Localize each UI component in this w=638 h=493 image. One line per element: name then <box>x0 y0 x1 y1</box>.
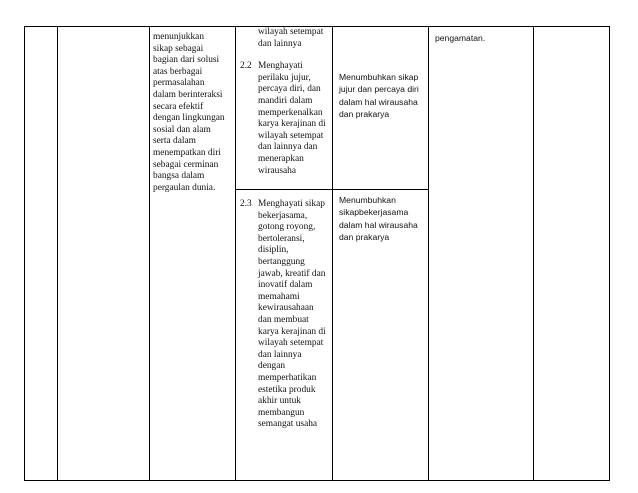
kd-line: Menghayati <box>258 61 303 72</box>
kd-line: wilayah setempat <box>258 130 324 141</box>
core-competency-line: dengan lingkungan <box>153 113 225 124</box>
core-competency-line: pergaulan dunia. <box>153 182 216 193</box>
kd-line: Menghayati sikap <box>258 199 325 209</box>
kd-line: percaya diri, dan <box>258 84 321 95</box>
kd-line: memperkenalkan <box>258 107 323 118</box>
table-cell-number <box>25 27 58 481</box>
basic-competency-cell-2-2 <box>236 27 333 190</box>
kd-2-2-block <box>236 61 332 177</box>
core-competency-line: sosial dan alam <box>153 124 211 135</box>
kd-line: karya kerajinan di <box>258 119 326 130</box>
basic-competency-cell-2-3 <box>236 190 333 481</box>
kd-line: gotong royong, <box>258 222 316 233</box>
indicator-line: sikapbekerjasama <box>339 207 409 218</box>
kd-number: 2.2 <box>240 61 252 72</box>
kd-line: membangun <box>258 407 305 418</box>
core-competency-line: bangsa dalam <box>153 171 205 182</box>
core-competency-line: sebagai cerminan <box>153 159 219 170</box>
kd-continuation-line: wilayah setempat <box>258 27 324 37</box>
kd-line: mandiri dalam <box>258 95 313 106</box>
kd-line: dengan <box>258 361 286 372</box>
core-competency-line: menempatkan diri <box>153 147 221 158</box>
kd-line: dan lainnya <box>258 349 302 360</box>
kd-number: 2.3 <box>240 199 252 209</box>
kd-line: wilayah setempat <box>258 338 324 349</box>
kd-line: estetika produk <box>258 384 316 395</box>
kd-line: bekerjasama, <box>258 210 308 221</box>
kd-line: bertoleransi, <box>258 233 305 244</box>
kd-line: wirausaha <box>258 165 297 176</box>
indicator-line: dan prakarya <box>339 109 390 120</box>
indicator-cell-2-3 <box>333 190 429 481</box>
indicator-line: Menumbuhkan sikap <box>339 72 419 82</box>
indicator-line: jujur dan percaya diri <box>339 84 419 95</box>
syllabus-table <box>24 26 610 481</box>
table-cell-subject <box>58 27 150 481</box>
kd-line: kewirausahaan <box>258 303 314 314</box>
kd-continuation <box>258 27 332 50</box>
kd-line: bertanggung <box>258 256 305 267</box>
kd-line: inovatif dalam <box>258 280 313 291</box>
kd-continuation-line: dan lainnya <box>258 38 302 49</box>
core-competency-line: bagian dari solusi <box>153 55 220 66</box>
core-competency-line: menunjukkan <box>153 32 205 42</box>
kd-line: memperhatikan <box>258 372 317 383</box>
kd-line: semangat usaha <box>258 419 318 430</box>
core-competency-line: dalam berinteraksi <box>153 89 223 100</box>
indicator-line: dan prakarya <box>339 232 390 243</box>
kd-line: disiplin, <box>258 245 289 256</box>
core-competency-line: atas berbagai <box>153 66 203 77</box>
core-competency-line: secara efektif <box>153 101 204 112</box>
indicator-line: dalam hal wirausaha <box>339 219 418 230</box>
core-competency-line: serta dalam <box>153 136 196 147</box>
kd-line: dan lainnya dan <box>258 142 318 153</box>
kd-line: dan membuat <box>258 314 309 325</box>
kd-line: karya kerajinan di <box>258 326 326 337</box>
indicator-cell-2-2 <box>333 27 429 190</box>
kd-2-3-block <box>236 199 332 431</box>
kd-line: akhir untuk <box>258 396 301 407</box>
core-competency-cell <box>150 27 236 481</box>
activity-cell <box>429 27 534 481</box>
indicator-line: dalam hal wirausaha <box>339 96 418 107</box>
indicator-line: Menumbuhkan <box>339 195 396 205</box>
activity-text: pengamatan. <box>435 33 486 43</box>
core-competency-line: permasalahan <box>153 78 205 89</box>
table-cell-last <box>534 27 610 481</box>
table-row <box>25 27 610 190</box>
kd-line: menerapkan <box>258 153 304 164</box>
kd-line: jawab, kreatif dan <box>258 268 326 279</box>
core-competency-line: sikap sebagai <box>153 43 204 54</box>
kd-line: memahami <box>258 291 300 302</box>
kd-line: perilaku jujur, <box>258 72 311 83</box>
